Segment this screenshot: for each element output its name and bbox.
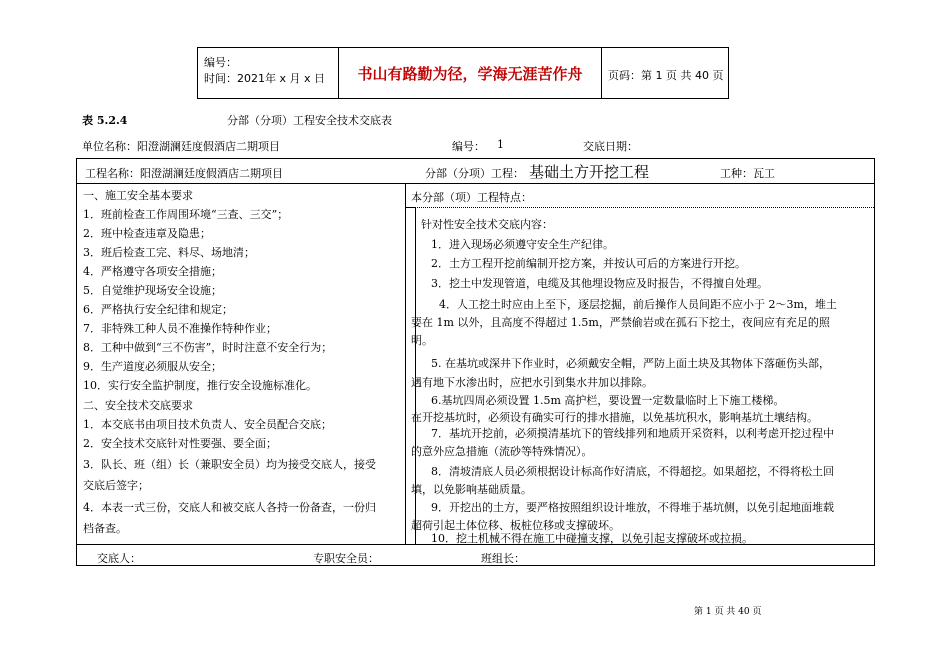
header-motto: 书山有路勤为径，学海无涯苦作舟 [357, 65, 583, 83]
right-line: 1．进入现场必须遵守安全生产纪律。 [431, 238, 614, 251]
right-line: 在开挖基坑时，必须设有确实可行的排水措施，以免基坑积水，影响基坑土壤结构。 [411, 411, 818, 424]
project-name: 工程名称：阳澄湖澜廷度假酒店二期项目 [85, 167, 283, 180]
left-line: 1．本交底书由项目技术负责人、安全员配合交底； [83, 418, 332, 431]
right-line: 遇有地下水渗出时，应把水引到集水井加以排除。 [411, 376, 653, 389]
left-line: 2．安全技术交底针对性要强、要全面； [83, 437, 277, 450]
division-label: 分部（分项）工程： [425, 167, 524, 180]
left-line: 9．生产道度必须服从安全； [83, 360, 222, 373]
right-line: 6.基坑四周必须设置 1.5m 高护栏，要设置一定数量临时上下施工楼梯。 [431, 394, 785, 407]
doc-number-label: 编号： [452, 140, 485, 153]
left-line: 6．严格执行安全纪律和规定； [83, 303, 233, 316]
header-motto-cell [339, 48, 602, 98]
table-number: 表 5.2.4 [82, 114, 128, 127]
right-line: 7．基坑开挖前，必须摸清基坑下的管线排列和地质开采资料，以利考虑开挖过程中 [431, 427, 834, 440]
right-line: 要在 1m 以外，且高度不得超过 1.5m，严禁偷岩或在孤石下挖土，夜间应有充足的照 [411, 316, 830, 329]
header-page-cell [602, 48, 728, 98]
left-line: 档备查。 [83, 522, 127, 535]
sign-safety-officer: 专职安全员： [313, 552, 379, 565]
division-value: 基础土方开挖工程 [529, 163, 650, 181]
safety-briefing-table [76, 158, 875, 566]
right-line: 明。 [411, 334, 433, 347]
left-line: 2．班中检查违章及隐患； [83, 227, 211, 240]
right-line: 4．人工挖土时应由上至下，逐层挖掘，前后操作人员间距不应小于 2～3m，堆土 [439, 298, 837, 311]
unit-name: 单位名称：阳澄湖澜廷度假酒店二期项目 [82, 140, 280, 153]
left-line: 7．非特殊工种人员不准操作特种作业； [83, 322, 277, 335]
left-line: 4．本表一式三份，交底人和被交底人各持一份备查，一份归 [83, 501, 376, 514]
header-number-label: 编号： [204, 56, 237, 69]
right-line: 5. 在基坑或深井下作业时，必须戴安全帽，严防上面土块及其物体下落砸伤头部， [431, 357, 830, 370]
right-line: 3．挖土中发现管道，电缆及其他埋设物应及时报告，不得擅自处理。 [431, 277, 768, 290]
header-info-cell [198, 48, 339, 98]
left-line: 8．工种中做到“三不伤害”，时时注意不安全行为； [83, 341, 333, 354]
left-line: 3．队长、班（组）长（兼职安全员）均为接受交底人，接受 [83, 458, 376, 471]
left-line: 3．班后检查工完、料尽、场地清； [83, 246, 255, 259]
sign-team-leader: 班组长： [481, 552, 525, 565]
left-line: 4．严格遵守各项安全措施； [83, 265, 222, 278]
date-label: 交底日期： [583, 140, 638, 153]
left-line: 交底后签字； [83, 479, 149, 492]
right-line: 超荷引起土体位移、板桩位移或支撑破坏。 [411, 519, 620, 532]
sign-giver: 交底人： [97, 552, 141, 565]
left-line: 二、安全技术交底要求 [83, 399, 193, 412]
doc-number-value: 1 [497, 138, 504, 151]
left-line: 1．班前检查工作周围环境“三查、三交”； [83, 208, 289, 221]
left-line: 10．实行安全监护制度，推行安全设施标准化。 [83, 379, 317, 392]
page-header [197, 47, 729, 99]
trade-label: 工种：瓦工 [720, 167, 775, 180]
left-line: 5．自觉维护现场安全设施； [83, 284, 222, 297]
header-page-label: 页码：第 1 页 共 40 页 [608, 69, 724, 82]
right-line: 2．土方工程开挖前编制开挖方案，并按认可后的方案进行开挖。 [431, 257, 746, 270]
features-label: 本分部（项）工程特点： [411, 191, 532, 204]
page-footer: 第 1 页 共 40 页 [694, 607, 762, 617]
left-line: 一、施工安全基本要求 [83, 189, 193, 202]
right-line: 10．挖土机械不得在施工中碰撞支撑，以免引起支撑破坏或拉损。 [431, 532, 753, 545]
right-line: 针对性安全技术交底内容： [421, 218, 553, 231]
right-line: 9．开挖出的土方，要严格按照组织设计堆放，不得堆于基坑侧，以免引起地面堆载 [431, 501, 834, 514]
header-time-label: 时间：2021年 x 月 x 日 [204, 72, 325, 85]
right-line: 的意外应急措施（流砂等特殊情况）。 [411, 445, 593, 458]
right-line: 8．清坡清底人员必须根据设计标高作好清底，不得超挖。如果超挖，不得将松土回 [431, 465, 834, 478]
right-line: 填，以免影响基础质量。 [411, 483, 532, 496]
doc-title: 分部（分项）工程安全技术交底表 [227, 114, 392, 127]
